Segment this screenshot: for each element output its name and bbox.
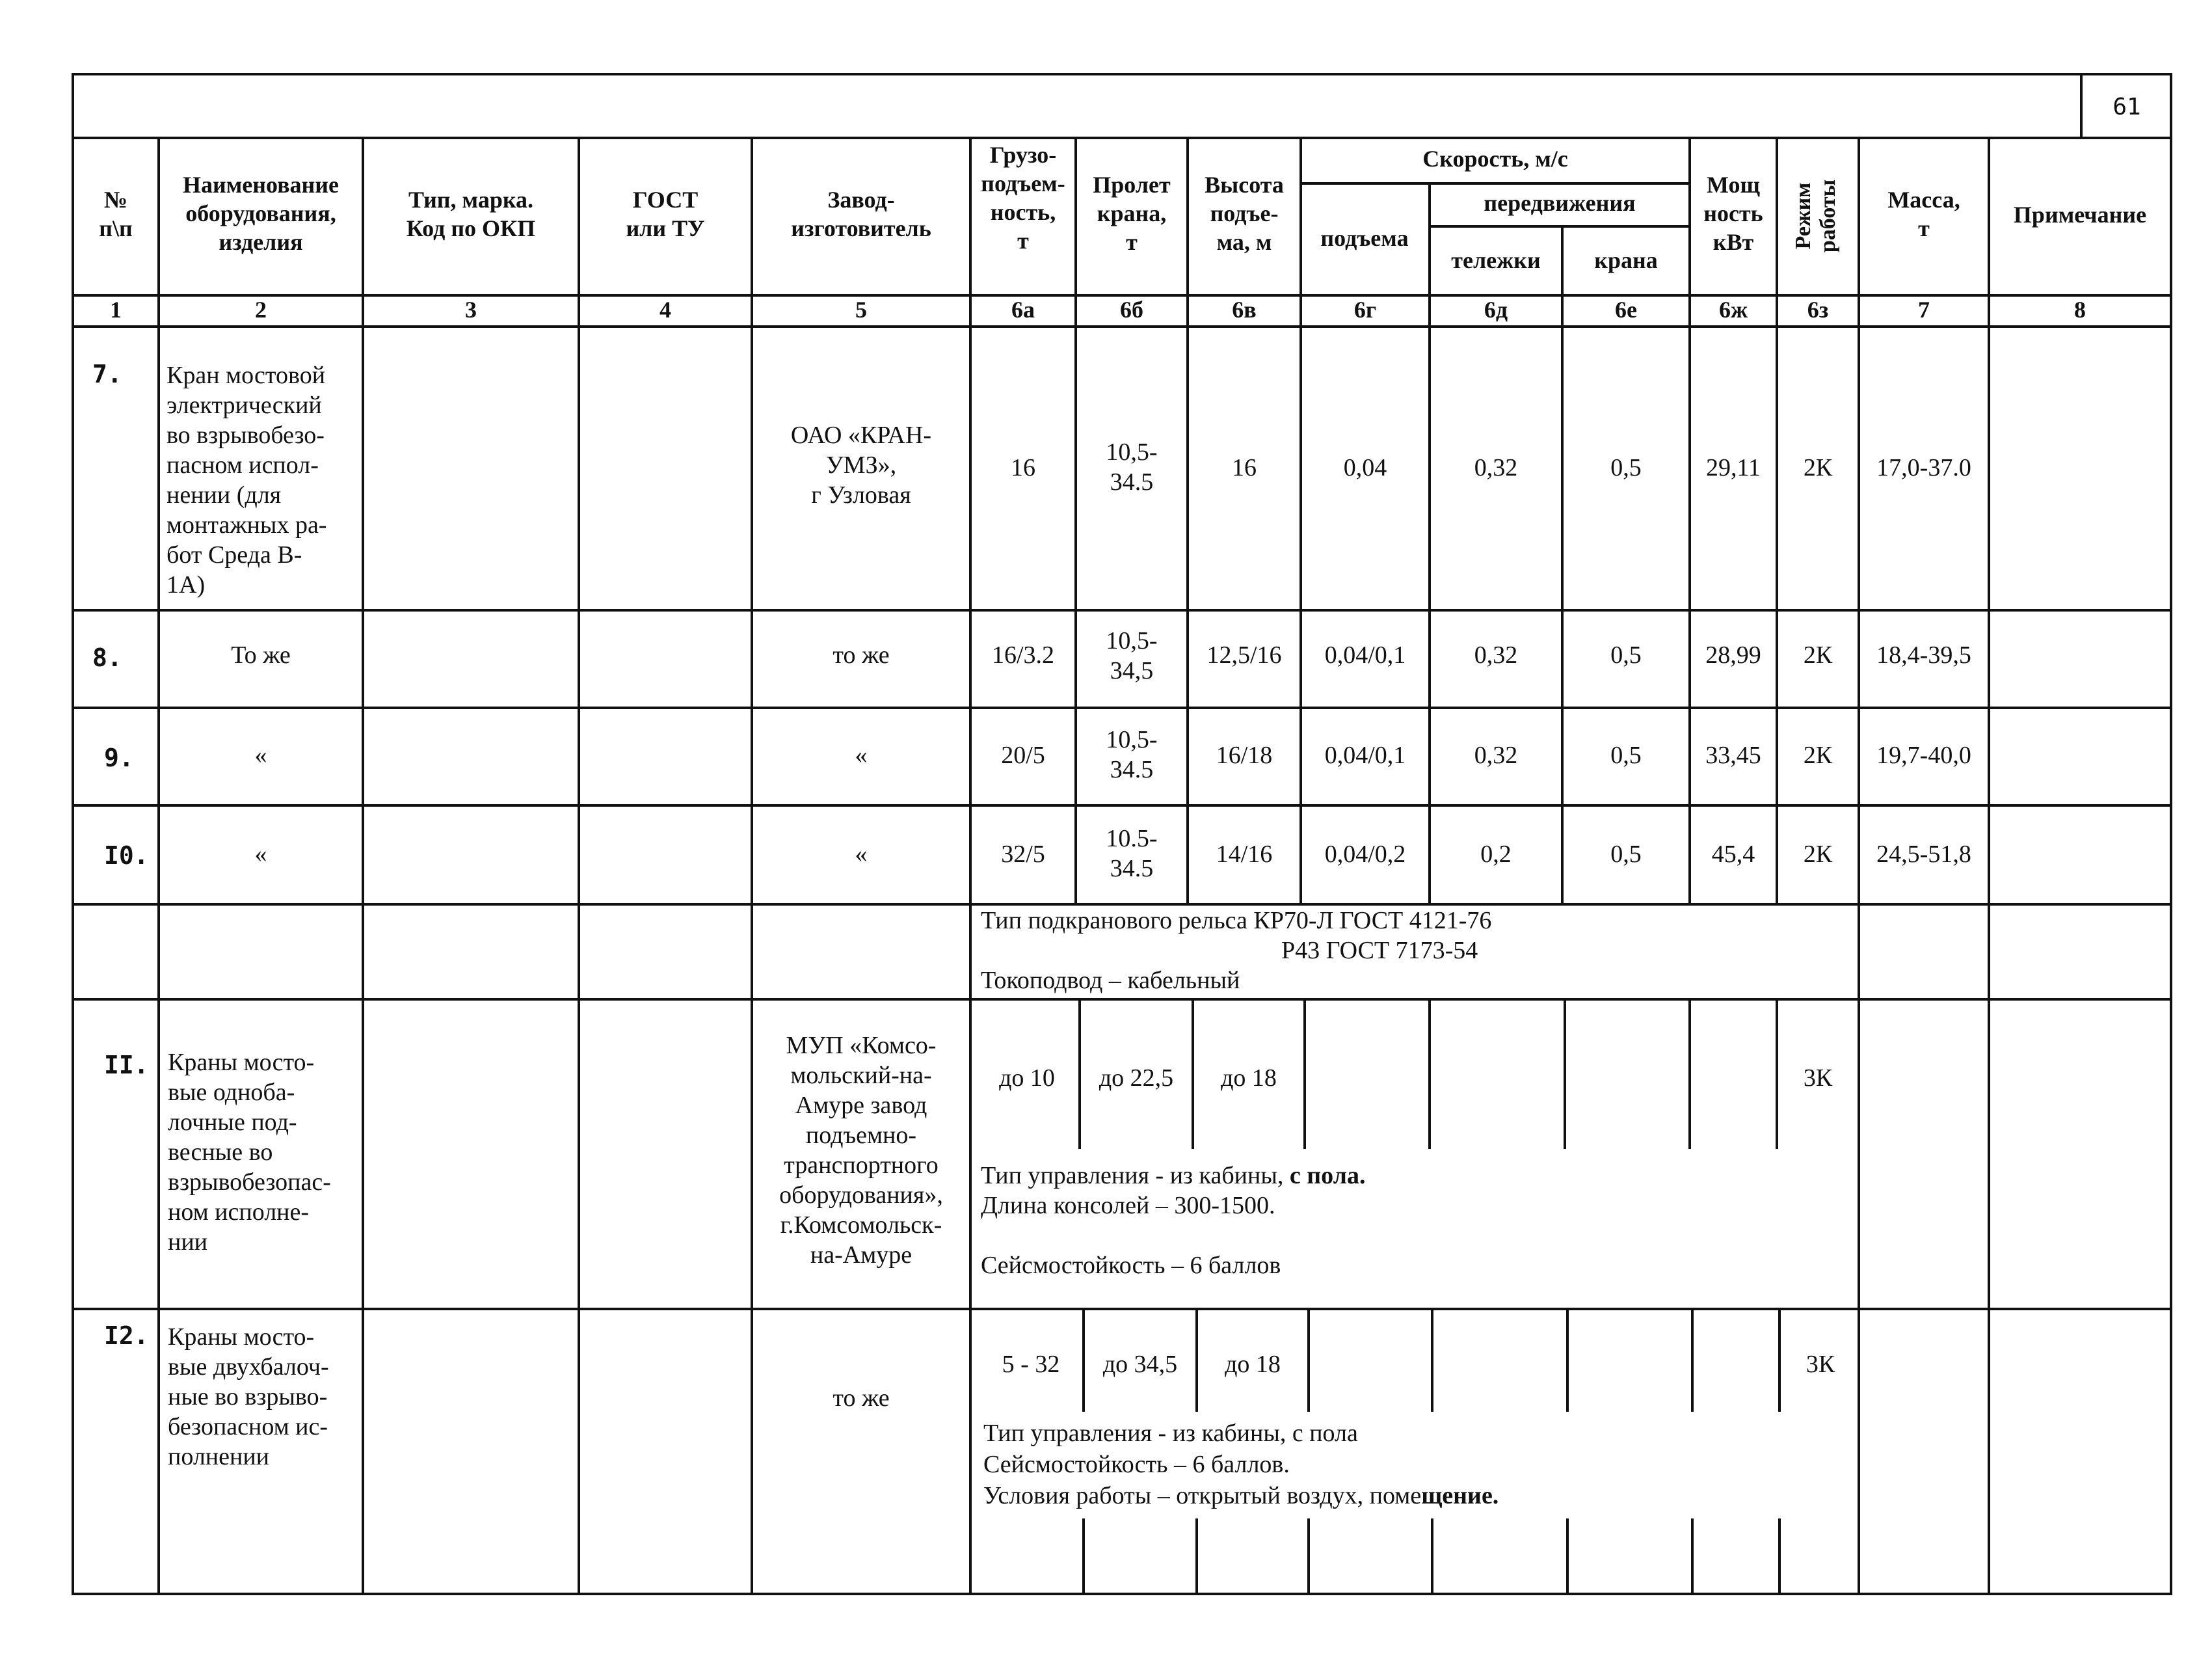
r11-line-6e: [1688, 998, 1691, 1149]
row-name: То же: [231, 641, 291, 669]
speed-subheader-line: [1299, 182, 1688, 185]
row-height: 16/18: [1216, 742, 1273, 769]
row-mode: 3К: [1806, 1351, 1835, 1378]
header-note: Примечание: [2013, 202, 2147, 228]
rail-note-line2: Р43 ГОСТ 7173-54: [1281, 937, 1478, 964]
header-movement: передвижения: [1484, 190, 1636, 216]
colnum-6a: 6а: [1011, 297, 1035, 323]
row-lift-speed: 0,04: [1343, 454, 1387, 481]
header-speed: Скорость, м/с: [1422, 146, 1568, 172]
colnum-5: 5: [855, 297, 867, 323]
header-span: Пролет крана, т: [1093, 172, 1171, 255]
row-span: 10,5- 34.5: [1106, 726, 1158, 783]
header-mass: Масса, т: [1887, 187, 1960, 241]
row-number: 7.: [92, 360, 122, 388]
page-number: 61: [2112, 94, 2141, 120]
row-capacity: 20/5: [1001, 742, 1045, 769]
header-height: Высота подъе- ма, м: [1205, 172, 1284, 255]
row-crane-speed: 0,5: [1610, 742, 1642, 769]
row-capacity: 16: [1011, 454, 1035, 481]
row-mode: 2К: [1803, 454, 1833, 481]
row-trolley-speed: 0,32: [1474, 742, 1518, 769]
row12-conditions-text: Условия работы – открытый воздух, поме: [983, 1482, 1422, 1509]
header-power: Мощ ность кВт: [1703, 172, 1763, 255]
r12-bottom-line-6e: [1691, 1518, 1694, 1595]
row-number: I2.: [104, 1321, 149, 1350]
row-mode: 2К: [1803, 641, 1833, 669]
row-maker: то же: [833, 1384, 890, 1412]
header-gost: ГОСТ или ТУ: [626, 187, 705, 241]
header-mode: Режим работы: [1791, 179, 1840, 253]
r12-line-6g: [1431, 1308, 1433, 1412]
rail-note-line3: Токоподвод – кабельный: [981, 967, 1240, 994]
row-number: 9.: [104, 744, 134, 772]
row-height: 16: [1232, 454, 1257, 481]
rail-note-line1: Тип подкранового рельса КР70-Л ГОСТ 4121-76: [981, 907, 1492, 934]
row-number: 8.: [92, 643, 122, 672]
row11-control-note: [981, 1161, 1365, 1191]
row-span: до 22,5: [1099, 1064, 1174, 1092]
row12-conditions-room: щение.: [1421, 1482, 1499, 1509]
r12-line-6v: [1307, 1308, 1310, 1412]
colnum-7: 7: [1918, 297, 1930, 323]
col-line-6g: [1428, 182, 1431, 903]
header-name: Наименование оборудования, изделия: [183, 172, 339, 255]
row12-control-note: Тип управления - из кабины, с пола: [983, 1420, 1358, 1447]
row-height: до 18: [1225, 1351, 1281, 1378]
colnum-4: 4: [660, 297, 671, 323]
row-trolley-speed: 0,32: [1474, 641, 1518, 669]
row-capacity: до 10: [999, 1064, 1055, 1092]
row-crane-speed: 0,5: [1610, 841, 1642, 868]
r12-line-6e: [1691, 1308, 1694, 1412]
row-maker: то же: [833, 641, 890, 669]
r12-bottom-line-6zh: [1778, 1518, 1781, 1595]
row11-seismic-note: Сейсмостойкость – 6 баллов: [981, 1252, 1281, 1279]
row-mass: 18,4-39,5: [1876, 641, 1971, 669]
row-name: Краны мосто- вые однoба- лочные под- весные во взрывобезопас- ном исполне- нии: [168, 1049, 331, 1256]
r11-line-6g: [1428, 998, 1431, 1149]
header-trolley: тележки: [1451, 247, 1541, 273]
row-crane-speed: 0,5: [1610, 454, 1642, 481]
row11-control-floor: с пола.: [1289, 1162, 1366, 1189]
colnum-1: 1: [110, 297, 122, 323]
row-trolley-speed: 0,32: [1474, 454, 1518, 481]
row-span: 10,5- 34.5: [1106, 438, 1158, 496]
r12-bottom-line-6v: [1307, 1518, 1310, 1595]
colnum-6g: 6г: [1353, 297, 1377, 323]
row-span: до 34,5: [1102, 1351, 1178, 1378]
row-capacity: 32/5: [1001, 841, 1045, 868]
colnum-6v: 6в: [1232, 297, 1257, 323]
row-power: 45,4: [1711, 841, 1755, 868]
colnum-8: 8: [2074, 297, 2086, 323]
row-capacity: 5 - 32: [1002, 1351, 1060, 1378]
row-mode: 3К: [1803, 1064, 1833, 1092]
row-name: «: [254, 742, 267, 769]
row-height: 14/16: [1216, 841, 1273, 868]
col-line-6zh: [1776, 137, 1778, 903]
row-name: Кран мостовой электрический во взрывобезо- пасном испол- нении (для монтажных ра- бот Среда В- 1А): [167, 362, 327, 599]
colnum-6e: 6е: [1615, 297, 1637, 323]
header-num: № п\п: [99, 187, 133, 241]
row-capacity: 16/3.2: [991, 641, 1055, 669]
row-lift-speed: 0,04/0,2: [1324, 841, 1406, 868]
r12-bottom-line-6b: [1195, 1518, 1198, 1595]
row-power: 33,45: [1705, 742, 1761, 769]
row-trolley-speed: 0,2: [1480, 841, 1512, 868]
row-height: 12,5/16: [1206, 641, 1282, 669]
col-line-3: [578, 137, 580, 1595]
row-height: до 18: [1221, 1064, 1277, 1092]
header-capacity: Грузо- подъем- ность, т: [981, 142, 1065, 254]
col-line-6d: [1561, 225, 1564, 903]
col-line-2: [362, 137, 364, 1595]
r12-bottom-line-6a: [1082, 1518, 1085, 1595]
row-span: 10,5- 34,5: [1106, 627, 1158, 684]
row-mass: 17,0-37.0: [1876, 454, 1971, 481]
row-number: I0.: [104, 841, 149, 870]
row-maker: «: [855, 742, 868, 769]
row-mass: 19,7-40,0: [1876, 742, 1971, 769]
row-mass: 24,5-51,8: [1876, 841, 1971, 868]
colnum-3: 3: [465, 297, 477, 323]
r12-bottom-line-6d: [1566, 1518, 1569, 1595]
row11-console-note: Длина консолей – 300-1500.: [981, 1192, 1275, 1219]
colnum-6zh: 6ж: [1718, 297, 1748, 323]
header-crane: крана: [1594, 247, 1658, 273]
row-crane-speed: 0,5: [1610, 641, 1642, 669]
row-mode: 2К: [1803, 742, 1833, 769]
colnum-2: 2: [255, 297, 267, 323]
row12-seismic-note: Сейсмостойкость – 6 баллов.: [983, 1451, 1290, 1478]
colnum-6z: 6з: [1807, 297, 1829, 323]
colnum-6b: 6б: [1120, 297, 1143, 323]
row-lift-speed: 0,04/0,1: [1324, 641, 1406, 669]
header-lift: подъема: [1320, 225, 1409, 251]
row-name: Краны мосто- вые двухбалоч- ные во взрыво- безопасном ис- полнении: [168, 1323, 329, 1470]
row-mode: 2К: [1803, 841, 1833, 868]
colnum-6d: 6д: [1484, 297, 1508, 323]
row-name: «: [254, 841, 267, 868]
r12-bottom-line-6g: [1431, 1518, 1433, 1595]
row-number: II.: [104, 1051, 149, 1079]
r11-line-6d: [1564, 998, 1566, 1149]
row-power: 28,99: [1705, 641, 1761, 669]
row-power: 29,11: [1705, 454, 1761, 481]
row-lift-speed: 0,04/0,1: [1324, 742, 1406, 769]
r11-line-6v: [1303, 998, 1306, 1149]
row-maker: ОАО «КРАН- УМЗ», г Узловая: [790, 422, 932, 509]
row12-conditions-note: [983, 1481, 1499, 1511]
header-maker: Завод- изготовитель: [791, 187, 931, 241]
col-line-7: [1988, 137, 1990, 1595]
r12-line-6d: [1566, 1308, 1569, 1412]
row11-control-text: Тип управления - из кабины,: [981, 1162, 1290, 1189]
row-maker: «: [855, 841, 868, 868]
movement-subheader-line: [1428, 225, 1688, 228]
header-type: Тип, марка. Код по ОКП: [406, 187, 536, 241]
row-span: 10.5- 34.5: [1106, 825, 1158, 882]
row-maker: МУП «Комсо- мольский-на- Амуре завод подъемно- транспортного оборудования», г.Комсомольск- на-Амуре: [779, 1032, 943, 1269]
